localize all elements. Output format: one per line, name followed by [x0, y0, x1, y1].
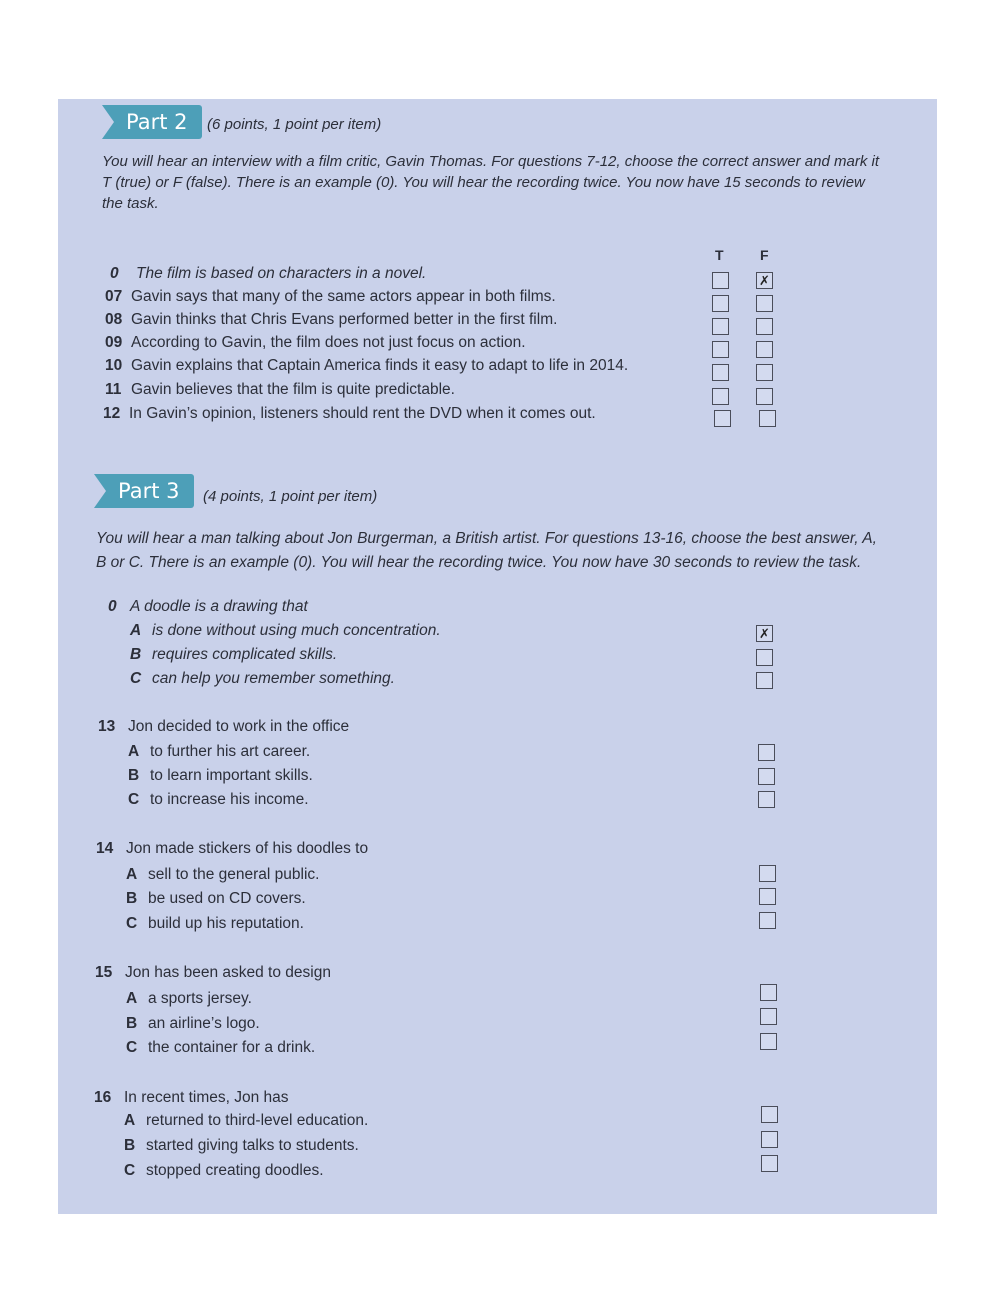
option-row [124, 1112, 368, 1130]
true-column-header: T [715, 247, 724, 263]
question-stem [96, 840, 368, 858]
true-checkbox[interactable] [714, 410, 731, 427]
true-checkbox[interactable] [712, 295, 729, 312]
option-letter: B [124, 1137, 136, 1154]
option-row [126, 990, 252, 1008]
option-row [126, 1039, 315, 1057]
question-number: 13 [98, 718, 116, 735]
tf-item [105, 334, 526, 352]
item-number: 08 [105, 311, 123, 328]
part2-points: (6 points, 1 point per item) [207, 116, 382, 133]
question-stem [94, 1089, 289, 1107]
false-column-header: F [760, 247, 769, 263]
tf-item [103, 405, 596, 423]
option-text: started giving talks to students. [146, 1137, 359, 1154]
option-letter: C [126, 915, 138, 932]
tf-item [105, 288, 556, 306]
true-checkbox[interactable] [712, 341, 729, 358]
option-letter: B [126, 890, 138, 907]
question-stem [98, 718, 349, 736]
option-text: to further his art career. [150, 743, 311, 760]
option-row [128, 791, 309, 809]
stem-text: A doodle is a drawing that [130, 598, 308, 615]
question-stem [108, 598, 308, 616]
option-text: build up his reputation. [148, 915, 304, 932]
option-letter: C [130, 670, 142, 687]
option-letter: A [126, 990, 138, 1007]
worksheet-page [58, 99, 937, 1214]
item-text: In Gavin’s opinion, listeners should rent the DVD when it comes out. [129, 405, 596, 422]
question-number: 16 [94, 1089, 112, 1106]
question-number: 14 [96, 840, 114, 857]
option-letter: B [130, 646, 142, 663]
option-text: sell to the general public. [148, 866, 320, 883]
false-checkbox[interactable] [756, 388, 773, 405]
option-text: requires complicated skills. [152, 646, 338, 663]
false-checkbox[interactable]: ✗ [756, 272, 773, 289]
part2-banner [102, 105, 202, 139]
option-row [126, 866, 319, 884]
true-checkbox[interactable] [712, 318, 729, 335]
option-text: to learn important skills. [150, 767, 313, 784]
part3-banner [94, 474, 194, 508]
false-checkbox[interactable] [756, 341, 773, 358]
item-number: 12 [103, 405, 121, 422]
option-row [130, 622, 441, 640]
item-number: 0 [110, 265, 119, 282]
option-letter: A [124, 1112, 136, 1129]
option-row [126, 1015, 260, 1033]
item-text: According to Gavin, the film does not just focus on action. [131, 334, 526, 351]
stem-text: Jon decided to work in the office [128, 718, 350, 735]
true-checkbox[interactable] [712, 364, 729, 381]
part2-instructions: You will hear an interview with a film critic, Gavin Thomas. For questions 7-12, choose the correct answer and mark it T (true) or F (false). There is an example (0). You will hear the recording twice. You now have 15 seconds to review the task. [102, 153, 879, 212]
false-checkbox[interactable] [756, 295, 773, 312]
option-row [130, 670, 395, 688]
option-letter: B [126, 1015, 138, 1032]
answer-checkbox[interactable] [760, 984, 777, 1001]
answer-checkbox[interactable]: ✗ [756, 625, 773, 642]
question-number: 0 [108, 598, 117, 615]
option-row [126, 915, 304, 933]
item-text: Gavin believes that the film is quite predictable. [131, 381, 455, 398]
answer-checkbox[interactable] [760, 1008, 777, 1025]
option-letter: A [128, 743, 140, 760]
part3-title: Part 3 [118, 479, 180, 503]
true-checkbox[interactable] [712, 272, 729, 289]
tf-item [105, 381, 455, 399]
item-number: 10 [105, 357, 123, 374]
stem-text: Jon has been asked to design [125, 964, 331, 981]
answer-checkbox[interactable] [756, 672, 773, 689]
item-number: 07 [105, 288, 123, 305]
part3-instructions: You will hear a man talking about Jon Burgerman, a British artist. For questions 13-16, choose the best answer, A, B or C. There is an example (0). You will hear the recording twice. You now have 30 seconds to review the task. [96, 530, 877, 571]
option-letter: A [126, 866, 138, 883]
answer-checkbox[interactable] [759, 888, 776, 905]
question-stem [95, 964, 331, 982]
answer-checkbox[interactable] [761, 1155, 778, 1172]
option-letter: C [126, 1039, 138, 1056]
answer-checkbox[interactable] [758, 768, 775, 785]
item-number: 11 [105, 381, 122, 398]
tf-item [105, 357, 628, 375]
false-checkbox[interactable] [756, 364, 773, 381]
answer-checkbox[interactable] [761, 1131, 778, 1148]
item-text: Gavin explains that Captain America finds it easy to adapt to life in 2014. [131, 357, 629, 374]
option-text: to increase his income. [150, 791, 309, 808]
option-letter: C [128, 791, 140, 808]
item-text: The film is based on characters in a novel. [136, 265, 427, 282]
option-row [130, 646, 337, 664]
stem-text: In recent times, Jon has [124, 1089, 289, 1106]
item-text: Gavin says that many of the same actors appear in both films. [131, 288, 556, 305]
option-text: the container for a drink. [148, 1039, 316, 1056]
question-number: 15 [95, 964, 113, 981]
part3-points: (4 points, 1 point per item) [203, 488, 378, 505]
option-text: returned to third-level education. [146, 1112, 369, 1129]
option-text: can help you remember something. [152, 670, 395, 687]
option-text: be used on CD covers. [148, 890, 306, 907]
option-text: is done without using much concentration. [152, 622, 441, 639]
false-checkbox[interactable] [756, 318, 773, 335]
option-letter: C [124, 1162, 136, 1179]
item-text: Gavin thinks that Chris Evans performed better in the first film. [131, 311, 558, 328]
option-row [124, 1162, 324, 1180]
option-text: an airline’s logo. [148, 1015, 260, 1032]
stem-text: Jon made stickers of his doodles to [126, 840, 369, 857]
tf-item [105, 311, 557, 329]
option-row [124, 1137, 359, 1155]
answer-checkbox[interactable] [761, 1106, 778, 1123]
answer-checkbox[interactable] [758, 744, 775, 761]
option-letter: A [130, 622, 142, 639]
answer-checkbox[interactable] [758, 791, 775, 808]
option-row [128, 767, 313, 785]
item-number: 09 [105, 334, 123, 351]
option-letter: B [128, 767, 140, 784]
tf-item [110, 265, 426, 283]
option-row [126, 890, 306, 908]
part2-title: Part 2 [126, 110, 188, 134]
true-checkbox[interactable] [712, 388, 729, 405]
answer-checkbox[interactable] [759, 912, 776, 929]
option-text: stopped creating doodles. [146, 1162, 324, 1179]
answer-checkbox[interactable] [756, 649, 773, 666]
answer-checkbox[interactable] [759, 865, 776, 882]
answer-checkbox[interactable] [760, 1033, 777, 1050]
option-row [128, 743, 310, 761]
false-checkbox[interactable] [759, 410, 776, 427]
option-text: a sports jersey. [148, 990, 252, 1007]
